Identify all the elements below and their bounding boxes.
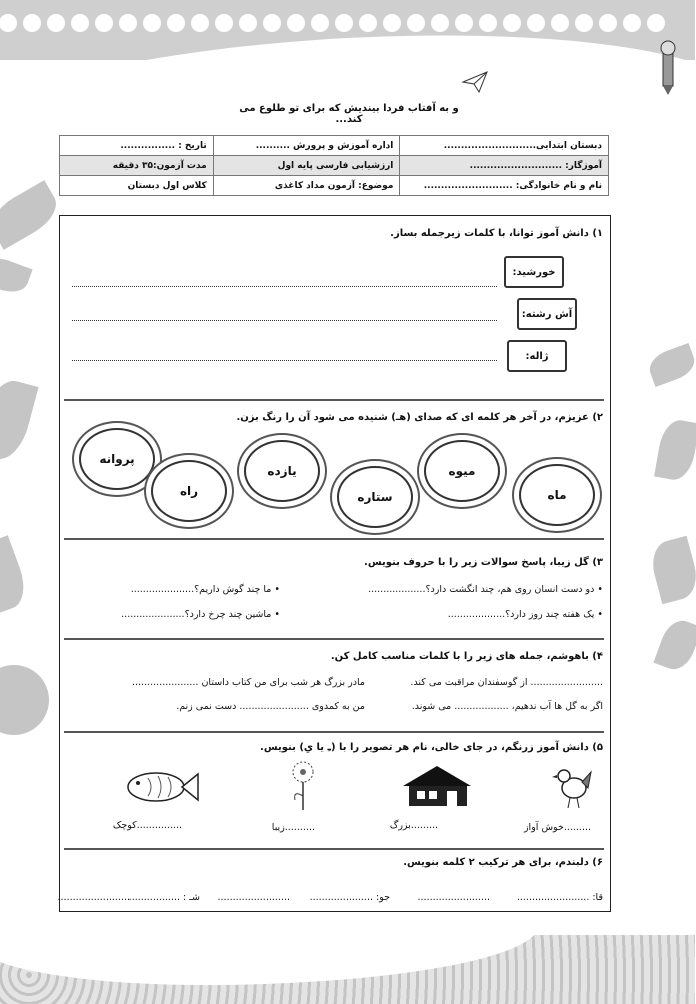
leaf-decoration: [654, 616, 696, 675]
date-field: تاریخ : ................: [61, 136, 215, 156]
pencil-character-icon: [656, 38, 682, 96]
answer-line[interactable]: [73, 286, 498, 287]
section-divider: [65, 638, 605, 640]
flower-word[interactable]: [152, 460, 228, 522]
q3-instruction: ۳) گل زیبا، پاسخ سوالات زیر را با حروف بنویس.: [365, 557, 604, 568]
word-box: ژاله:: [508, 340, 568, 372]
flower-word-label: راه: [180, 484, 200, 498]
dot-border: [0, 14, 696, 34]
q5-answer-bird: .........خوش آواز: [524, 822, 592, 833]
education-office-field: اداره آموزش و پرورش ..........: [214, 136, 401, 156]
paper-plane-icon: [462, 70, 490, 94]
q5-instruction: ۵) دانش آموز زرنگم، در جای خالی، نام هر تصویر را با (ـِ یا یِ) بنویس.: [261, 742, 604, 753]
top-decorative-band: [0, 0, 696, 60]
q5-answer-fish: ...............کوچک: [113, 820, 183, 831]
leaf-decoration: [0, 376, 40, 465]
leaf-decoration: [0, 180, 65, 250]
leaf-decoration: [646, 343, 696, 387]
q5-answer-flower: ..........زیبا: [272, 822, 316, 833]
exam-subject: موضوع: آزمون مداد کاغذی: [214, 176, 401, 196]
q5-answer-house: .........بزرگ: [390, 820, 439, 831]
flower-word[interactable]: [245, 440, 321, 502]
flower-word[interactable]: [520, 464, 596, 526]
q4-instruction: ۴) باهوشم، جمله های زیر را با کلمات مناسب کامل کن.: [331, 651, 604, 662]
word-box: خورشید:: [505, 256, 565, 288]
section-divider: [65, 399, 605, 401]
leaf-decoration: [0, 665, 50, 735]
q6-item: ........................: [58, 892, 131, 903]
word-box: آش رشته:: [518, 298, 578, 330]
section-divider: [65, 538, 605, 540]
bird-icon: [553, 762, 593, 810]
leaf-decoration: [0, 535, 33, 614]
flower-word-label: ماه: [548, 488, 568, 502]
q6-item: شـ : .................: [129, 892, 201, 903]
q4-item: من به کمدوی ....................... دست نمی زنم.: [177, 701, 366, 712]
q3-item: • ما چند گوش داریم؟.....................: [131, 584, 281, 595]
answer-line[interactable]: [73, 360, 498, 361]
house-icon: [400, 764, 476, 808]
flower-word[interactable]: [425, 440, 501, 502]
school-name-field: دبستان ابتدایی...........................: [401, 136, 610, 156]
bottom-decorative-band: [0, 935, 696, 1004]
student-name-field: نام و نام خانوادگی: ..........................: [401, 176, 610, 196]
q6-item: ........................: [418, 892, 491, 903]
leaf-decoration: [648, 536, 696, 605]
q6-item: قا: ........................: [517, 892, 604, 903]
exam-duration: مدت آزمون:۳۵ دقیقه: [61, 156, 215, 176]
grade-label: کلاس اول دبستان: [61, 176, 215, 196]
motto-text: و به آفتاب فردا بیندیش که برای تو طلوع می کند...: [240, 103, 460, 125]
teacher-field: آموزگار: ...........................: [401, 156, 610, 176]
q6-item: جو: .....................: [310, 892, 391, 903]
flower-word-label: یازده: [268, 464, 298, 478]
exam-title: ارزشیابی فارسی پایه اول: [214, 156, 401, 176]
leaf-decoration: [0, 252, 34, 297]
q3-item: • یک هفته چند روز دارد؟...................: [448, 609, 604, 620]
flower-word[interactable]: [80, 428, 156, 490]
leaf-decoration: [655, 417, 696, 482]
q2-instruction: ۲) عزیزم، در آخر هر کلمه ای که صدای (هـ) شنیده می شود آن را رنگ بزن.: [237, 412, 604, 423]
section-divider: [65, 731, 605, 733]
q4-item: اگر به گل ها آب ندهیم، .................. می شوند.: [412, 701, 604, 712]
answer-line[interactable]: [73, 320, 498, 321]
flower-word-label: ستاره: [358, 490, 394, 504]
q3-item: • ماشین چند چرخ دارد؟.....................: [122, 609, 281, 620]
flower-word-label: پروانه: [100, 452, 136, 466]
section-divider: [65, 848, 605, 850]
q4-item: مادر بزرگ هر شب برای من کتاب داستان ......................: [133, 677, 366, 688]
flower-word[interactable]: [338, 466, 414, 528]
q6-item: ........................: [218, 892, 291, 903]
header-table: [60, 135, 610, 196]
q6-instruction: ۶) دلبندم، برای هر ترکیب ۲ کلمه بنویس.: [404, 857, 604, 868]
q1-instruction: ۱) دانش آموز توانا، با کلمات زیرجمله بساز.: [391, 228, 604, 239]
flower-word-label: میوه: [449, 464, 477, 478]
fish-icon: [125, 766, 201, 808]
q3-item: • دو دست انسان روی هم، چند انگشت دارد؟...................: [369, 584, 604, 595]
flower-plant-icon: [288, 760, 320, 812]
q4-item: ........................ از گوسفندان مراقبت می کند.: [411, 677, 604, 688]
